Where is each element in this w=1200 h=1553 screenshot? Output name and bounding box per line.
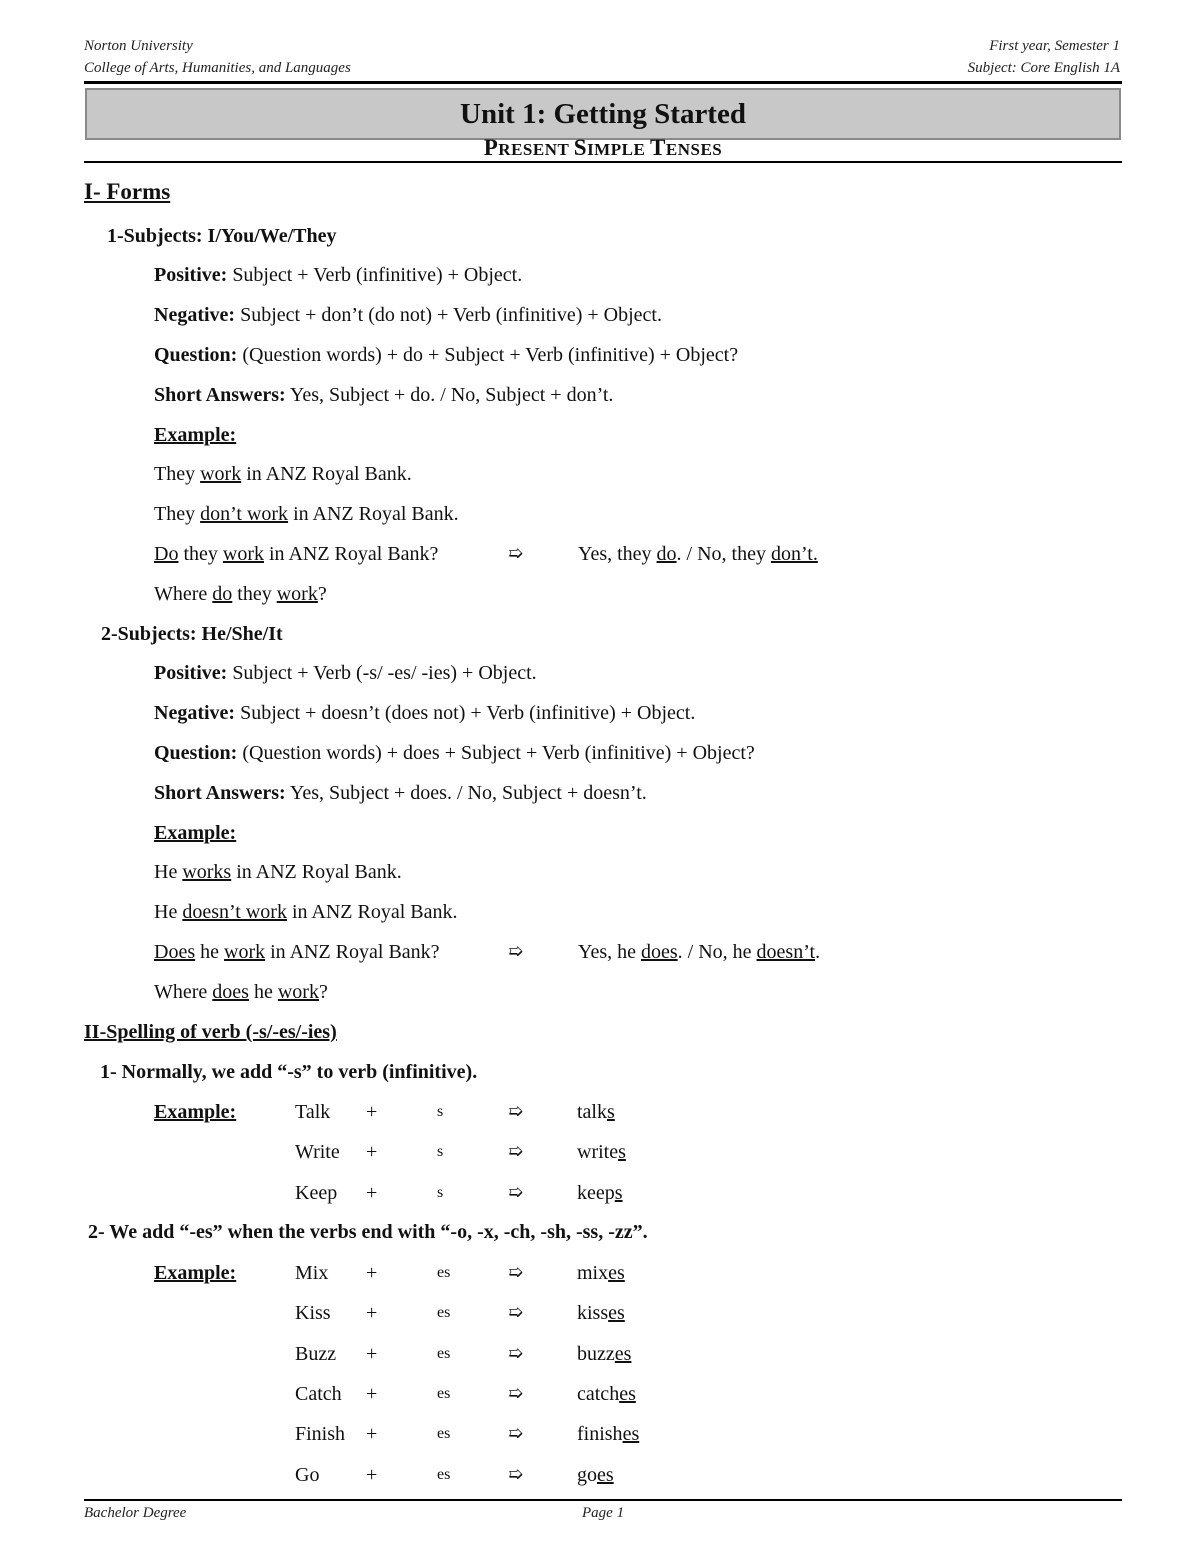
base-verb: Go xyxy=(295,1463,320,1486)
example-label: Example: xyxy=(154,1262,237,1284)
arrow-right-icon: ➯ xyxy=(508,1181,524,1203)
subjects-plural-heading: 1-Subjects: I/You/We/They xyxy=(107,225,337,247)
plus-sign: + xyxy=(366,1423,378,1446)
example-wh-question: Where does he work? xyxy=(154,981,328,1003)
question-rule-plural: Question: (Question words) + do + Subject + Verb (infinitive) + Object? xyxy=(154,344,739,366)
example-question: Does he work in ANZ Royal Bank? xyxy=(154,941,440,963)
suffix: s xyxy=(437,1183,444,1201)
page-number: Page 1 xyxy=(582,1505,625,1521)
short-answer-rule-plural: Short Answers: Yes, Subject + do. / No, Subject + don’t. xyxy=(154,384,614,406)
plus-sign: + xyxy=(366,1382,378,1405)
example-sentence: They work in ANZ Royal Bank. xyxy=(154,463,412,485)
base-verb: Talk xyxy=(295,1101,331,1123)
example-label: Example: xyxy=(154,822,237,844)
plus-sign: + xyxy=(366,1101,378,1123)
university-name: Norton University xyxy=(84,38,193,54)
question-rule-singular: Question: (Question words) + does + Subject + Verb (infinitive) + Object? xyxy=(154,742,755,764)
semester-label: First year, Semester 1 xyxy=(989,38,1120,54)
positive-rule-plural: Positive: Subject + Verb (infinitive) + Object. xyxy=(154,264,523,286)
arrow-right-icon: ➯ xyxy=(508,1463,524,1485)
arrow-right-icon: ➯ xyxy=(508,1382,524,1404)
section-forms-heading: I- Forms xyxy=(84,179,171,204)
subjects-singular-heading: 2-Subjects: He/She/It xyxy=(101,623,283,645)
suffix: es xyxy=(437,1304,451,1322)
arrow-right-icon: ➯ xyxy=(508,1423,524,1445)
inflected-verb: goes xyxy=(577,1463,614,1486)
example-wh-question: Where do they work? xyxy=(154,583,327,605)
suffix: es xyxy=(437,1465,451,1483)
example-question: Do they work in ANZ Royal Bank? xyxy=(154,543,439,565)
page-title: Unit 1: Getting Started xyxy=(85,88,1121,140)
plus-sign: + xyxy=(366,1141,378,1164)
arrow-right-icon: ➯ xyxy=(508,1262,524,1283)
header-rule xyxy=(84,81,1122,84)
header-left xyxy=(84,35,351,79)
suffix: s xyxy=(437,1103,444,1120)
arrow-right-icon: ➯ xyxy=(508,941,524,962)
short-answer-rule-singular: Short Answers: Yes, Subject + does. / No, Subject + doesn’t. xyxy=(154,782,647,804)
inflected-verb: mixes xyxy=(577,1262,625,1284)
arrow-right-icon: ➯ xyxy=(508,1302,524,1324)
example-answer: Yes, he does. / No, he doesn’t. xyxy=(578,941,821,963)
example-label: Example: xyxy=(154,1101,237,1123)
base-verb: Keep xyxy=(295,1181,338,1204)
base-verb: Kiss xyxy=(295,1302,331,1325)
base-verb: Catch xyxy=(295,1382,342,1405)
footer-degree: Bachelor Degree xyxy=(84,1505,187,1521)
plus-sign: + xyxy=(366,1342,378,1365)
plus-sign: + xyxy=(366,1302,378,1325)
inflected-verb: kisses xyxy=(577,1302,625,1325)
example-label: Example: xyxy=(154,424,237,446)
section-spelling-heading: II-Spelling of verb (-s/-es/-ies) xyxy=(84,1021,337,1043)
suffix: es xyxy=(437,1425,451,1443)
subtitle-rule xyxy=(84,161,1122,163)
example-sentence: He works in ANZ Royal Bank. xyxy=(154,861,402,883)
suffix: es xyxy=(437,1264,451,1281)
plus-sign: + xyxy=(366,1463,378,1486)
base-verb: Mix xyxy=(295,1262,329,1284)
inflected-verb: writes xyxy=(577,1141,626,1164)
spelling-rule-1: 1- Normally, we add “-s” to verb (infinitive). xyxy=(100,1061,478,1083)
subject-label: Subject: Core English 1A xyxy=(967,60,1120,76)
inflected-verb: buzzes xyxy=(577,1342,632,1365)
arrow-right-icon: ➯ xyxy=(508,543,524,564)
suffix: es xyxy=(437,1384,451,1402)
base-verb: Buzz xyxy=(295,1342,337,1365)
plus-sign: + xyxy=(366,1262,378,1284)
negative-rule-singular: Negative: Subject + doesn’t (does not) + Verb (infinitive) + Object. xyxy=(154,702,696,724)
page-subtitle: PRESENT SIMPLE TENSES xyxy=(483,135,723,160)
base-verb: Finish xyxy=(295,1423,346,1446)
inflected-verb: keeps xyxy=(577,1181,623,1204)
example-sentence: They don’t work in ANZ Royal Bank. xyxy=(154,503,459,525)
negative-rule-plural: Negative: Subject + don’t (do not) + Verb (infinitive) + Object. xyxy=(154,304,662,326)
college-name: College of Arts, Humanities, and Languages xyxy=(84,60,351,76)
footer-rule xyxy=(84,1499,1122,1501)
plus-sign: + xyxy=(366,1181,378,1204)
arrow-right-icon: ➯ xyxy=(508,1141,524,1163)
base-verb: Write xyxy=(295,1141,340,1164)
example-sentence: He doesn’t work in ANZ Royal Bank. xyxy=(154,901,458,923)
positive-rule-singular: Positive: Subject + Verb (-s/ -es/ -ies) + Object. xyxy=(154,662,537,684)
example-answer: Yes, they do. / No, they don’t. xyxy=(578,543,818,565)
inflected-verb: catches xyxy=(577,1382,636,1405)
arrow-right-icon: ➯ xyxy=(508,1101,524,1122)
inflected-verb: talks xyxy=(577,1101,615,1123)
arrow-right-icon: ➯ xyxy=(508,1342,524,1364)
spelling-rule-2: 2- We add “-es” when the verbs end with “-o, -x, -ch, -sh, -ss, -zz”. xyxy=(88,1221,648,1243)
suffix: es xyxy=(437,1344,451,1362)
inflected-verb: finishes xyxy=(577,1423,640,1446)
suffix: s xyxy=(437,1143,444,1161)
header-right xyxy=(968,35,1120,79)
